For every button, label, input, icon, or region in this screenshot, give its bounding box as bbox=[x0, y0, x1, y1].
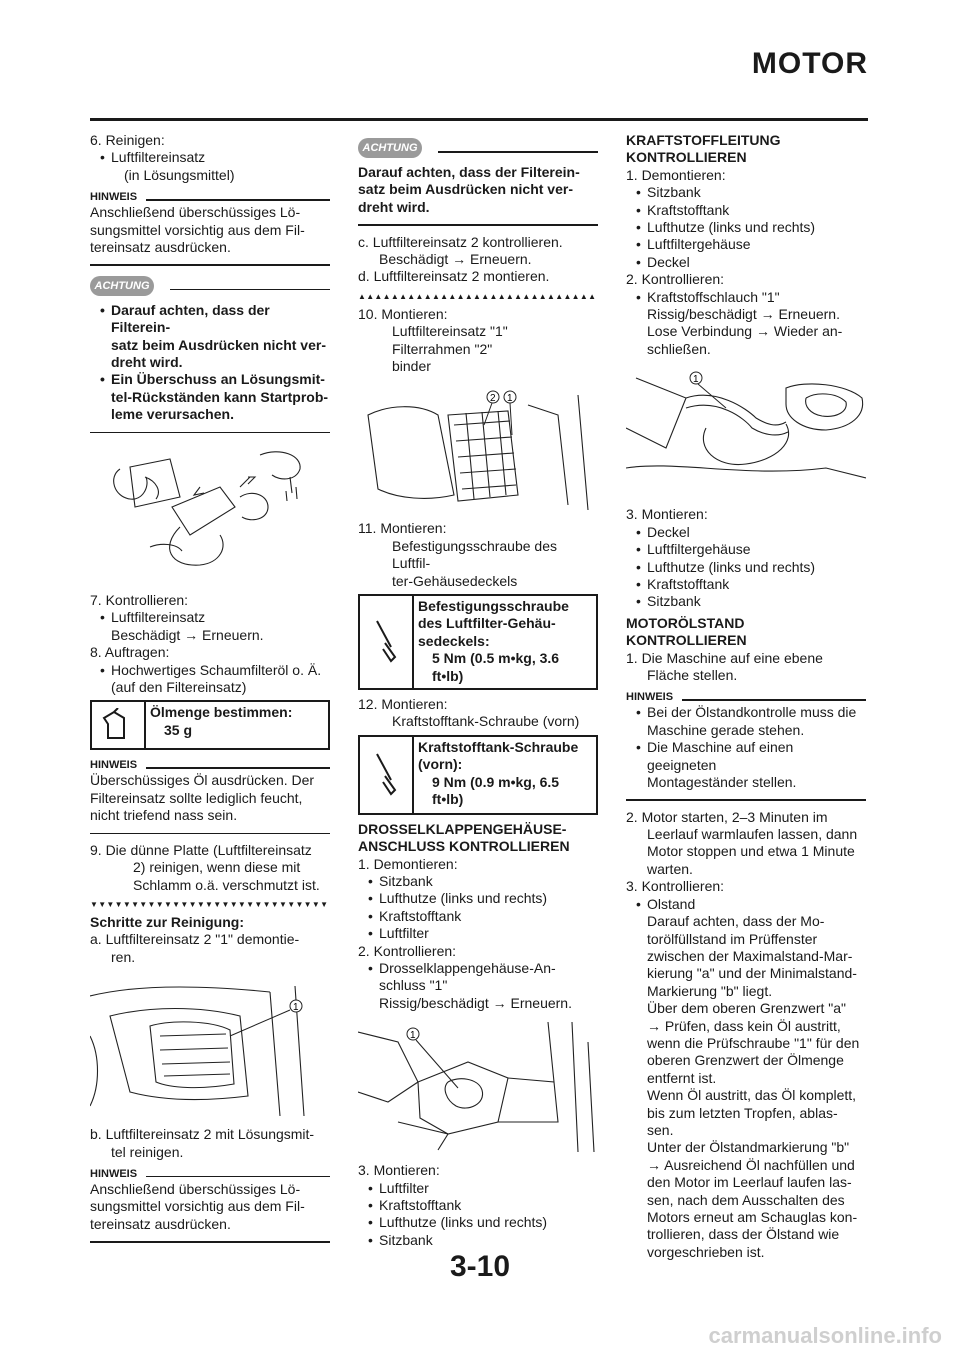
step-3-text: zwischen der Maximalstand-Mar- bbox=[647, 947, 853, 964]
step-c: c. Luftfiltereinsatz 2 kontrollieren. bbox=[358, 233, 563, 250]
step-3-text: Unter der Ölstandmarkierung "b" bbox=[647, 1139, 850, 1156]
step-11-text: ter-Gehäusedeckels bbox=[392, 572, 518, 589]
step-2-text: Rissig/beschädigt → Erneuern. bbox=[647, 306, 840, 323]
page-title: MOTOR bbox=[751, 47, 868, 80]
achtung-bullet: • Ein Überschuss an Lösungsmit- bbox=[90, 371, 330, 388]
step-1-item: • Kraftstofftank bbox=[358, 908, 598, 925]
step-3-item: • Lufthutze (links und rechts) bbox=[626, 559, 866, 576]
step-1-item: • Luftfilter bbox=[358, 925, 598, 942]
step-11-item: Befestigungsschraube des Luftfil- bbox=[392, 537, 557, 572]
step-9-text: Schlamm o.ä. verschmutzt ist. bbox=[133, 876, 320, 893]
achtung-bullet: • Darauf achten, dass der Filterein- bbox=[90, 302, 330, 337]
step-3-item: • Deckel bbox=[626, 524, 866, 541]
step-3-item: • Luftfilter bbox=[358, 1180, 598, 1197]
step-3-text: kierung "a" und der Minimalstand- bbox=[647, 965, 857, 982]
hinweis-text: Maschine gerade stehen. bbox=[647, 721, 805, 738]
achtung-label-1: ACHTUNG bbox=[90, 276, 330, 298]
step-12: 12. Montieren: bbox=[358, 695, 448, 712]
step-8-bullet: • Hochwertiges Schaumfilteröl o. Ä. bbox=[90, 662, 330, 679]
step-9: 9. Die dünne Platte (Luftfiltereinsatz bbox=[90, 841, 312, 858]
step-9-text: 2) reinigen, wenn diese mit bbox=[133, 859, 301, 876]
section-heading: KONTROLLIEREN bbox=[626, 632, 747, 649]
oil-amount-box bbox=[90, 700, 330, 750]
step-1-item: • Lufthutze (links und rechts) bbox=[626, 219, 866, 236]
step-3-text: → Prüfen, dass kein Öl austritt, bbox=[647, 1017, 841, 1034]
hinweis-text: Überschüssiges Öl ausdrücken. Der bbox=[90, 772, 315, 789]
step-3-item: • Lufthutze (links und rechts) bbox=[358, 1214, 598, 1231]
callout-1: 1 bbox=[507, 393, 513, 405]
step-6-bullet: • Luftfiltereinsatz bbox=[90, 149, 330, 166]
page-number: 3-10 bbox=[449, 1250, 511, 1283]
achtung-text: tel-Rückständen kann Startprob- bbox=[111, 388, 329, 405]
callout-1: 1 bbox=[693, 374, 699, 386]
torque-value: ft•lb) bbox=[432, 791, 464, 808]
step-8-note: (auf den Filtereinsatz) bbox=[111, 678, 247, 695]
hinweis-text: Anschließend überschüssiges Lö- bbox=[90, 1181, 301, 1198]
step-3-item: • Kraftstofftank bbox=[626, 576, 866, 593]
section-heading: KRAFTSTOFFLEITUNG bbox=[626, 132, 781, 148]
step-3: 3. Montieren: bbox=[626, 506, 708, 523]
step-3-text: Motors erneut am Schauglas kon- bbox=[647, 1209, 858, 1226]
step-1-item: • Deckel bbox=[626, 254, 866, 271]
torque-label: Kraftstofftank-Schraube bbox=[418, 738, 579, 755]
hinweis-label-3: HINWEIS bbox=[90, 1165, 330, 1181]
hinweis-bullet: • Bei der Ölstandkontrolle muss die bbox=[626, 704, 866, 721]
step-3-text: torölfüllstand im Prüffenster bbox=[647, 930, 818, 947]
step-2-text: schluss "1" bbox=[379, 977, 448, 994]
step-2: 2. Kontrollieren: bbox=[626, 271, 725, 288]
step-11: 11. Montieren: bbox=[358, 520, 447, 537]
step-10: 10. Montieren: bbox=[358, 305, 448, 322]
step-10-item: binder bbox=[392, 357, 431, 374]
hinweis-text: Filtereinsatz sollte lediglich feucht, bbox=[90, 789, 303, 806]
hinweis-label-1: HINWEIS bbox=[90, 188, 330, 204]
divider bbox=[90, 432, 330, 433]
oil-can-icon bbox=[92, 702, 146, 748]
step-1: 1. Die Maschine auf eine ebene bbox=[626, 649, 823, 666]
step-1-item: • Sitzbank bbox=[358, 873, 598, 890]
hinweis-label-4: HINWEIS bbox=[626, 688, 866, 704]
hinweis-text: Anschließend überschüssiges Lö- bbox=[90, 204, 301, 221]
step-3-item: • Kraftstofftank bbox=[358, 1197, 598, 1214]
step-10-item: Filterrahmen "2" bbox=[392, 340, 493, 357]
column-3 bbox=[626, 132, 866, 1261]
step-3-text: → Ausreichend Öl nachfüllen und bbox=[647, 1156, 855, 1173]
figure-filter-frame bbox=[358, 385, 598, 510]
step-2-text: Motor stoppen und etwa 1 Minute bbox=[647, 843, 855, 860]
achtung-text: satz beim Ausdrücken nicht ver- bbox=[111, 336, 326, 353]
step-c-text: Beschädigt → Erneuern. bbox=[379, 250, 532, 267]
step-12-item: Kraftstofftank-Schraube (vorn) bbox=[392, 713, 580, 730]
achtung-text: satz beim Ausdrücken nicht ver- bbox=[358, 181, 573, 198]
callout-1: 1 bbox=[410, 1030, 416, 1042]
step-6-note: (in Lösungsmittel) bbox=[124, 166, 235, 183]
step-8: 8. Auftragen: bbox=[90, 644, 170, 661]
step-1-item: • Kraftstofftank bbox=[626, 202, 866, 219]
step-2-text: Rissig/beschädigt → Erneuern. bbox=[379, 994, 572, 1011]
achtung-text: dreht wird. bbox=[111, 353, 183, 370]
torque-value: 9 Nm (0.9 m•kg, 6.5 bbox=[432, 773, 560, 790]
divider bbox=[90, 264, 330, 265]
step-2: 2. Motor starten, 2–3 Minuten im bbox=[626, 808, 828, 825]
section-heading: MOTORÖLSTAND bbox=[626, 614, 745, 631]
hinweis-bullet: • Die Maschine auf einen geeigneten bbox=[626, 739, 866, 774]
column-2 bbox=[358, 132, 598, 1249]
divider bbox=[90, 833, 330, 834]
step-a-text: ren. bbox=[111, 948, 136, 965]
step-3-text: vorgeschrieben ist. bbox=[647, 1243, 765, 1260]
section-heading: DROSSELKLAPPENGEHÄUSE- bbox=[358, 820, 567, 837]
procedure-start-marker: ▼▼▼▼▼▼▼▼▼▼▼▼▼▼▼▼▼▼▼▼▼▼▼▼▼▼▼▼▼ bbox=[90, 900, 329, 910]
oil-box-label: Ölmenge bestimmen: bbox=[150, 704, 293, 721]
figure-throttle-body bbox=[358, 1022, 598, 1152]
step-3-item: • Olstand bbox=[626, 896, 866, 913]
step-3-text: sen, nach dem Ausschalten des bbox=[647, 1191, 845, 1208]
torque-wrench-icon bbox=[360, 596, 414, 688]
callout-1: 1 bbox=[293, 1002, 299, 1014]
step-3: 3. Montieren: bbox=[358, 1162, 440, 1179]
watermark[interactable]: carmanualsonline.info bbox=[708, 1322, 942, 1348]
hinweis-text: sungsmittel vorsichtig aus dem Fil- bbox=[90, 1198, 305, 1215]
torque-label: sedeckels: bbox=[418, 632, 490, 649]
step-2-text: Leerlauf warmlaufen lassen, dann bbox=[647, 826, 858, 843]
step-10-item: Luftfiltereinsatz "1" bbox=[392, 323, 508, 340]
divider bbox=[358, 224, 598, 225]
step-1-text: Fläche stellen. bbox=[647, 666, 738, 683]
achtung-text: Darauf achten, dass der Filterein- bbox=[358, 164, 580, 180]
step-7: 7. Kontrollieren: bbox=[90, 591, 189, 608]
torque-value: ft•lb) bbox=[432, 667, 464, 684]
figure-fuel-hose bbox=[626, 368, 866, 496]
step-3-text: trollieren, dass der Ölstand wie bbox=[647, 1226, 840, 1243]
divider bbox=[90, 1241, 330, 1242]
callout-2: 2 bbox=[490, 393, 496, 405]
achtung-text: leme verursachen. bbox=[111, 406, 234, 423]
step-1-item: • Sitzbank bbox=[626, 184, 866, 201]
step-2-item: • Kraftstoffschlauch "1" bbox=[626, 289, 866, 306]
step-2-item: • Drosselklappengehäuse-An- bbox=[358, 960, 598, 977]
step-3-item: • Luftfiltergehäuse bbox=[626, 541, 866, 558]
torque-wrench-icon bbox=[360, 737, 414, 813]
torque-box-2 bbox=[358, 735, 598, 815]
step-3-text: Darauf achten, dass der Mo- bbox=[647, 913, 825, 930]
step-3-text: oberen Grenzwert der Ölmenge bbox=[647, 1052, 844, 1069]
torque-box-1 bbox=[358, 594, 598, 690]
oil-box-value: 35 g bbox=[164, 721, 193, 738]
step-3-text: entfernt ist. bbox=[647, 1069, 717, 1086]
step-3-text: Über dem oberen Grenzwert "a" bbox=[647, 1000, 847, 1017]
step-2-text: Lose Verbindung → Wieder an- bbox=[647, 323, 843, 340]
step-b: b. Luftfiltereinsatz 2 mit Lösungsmit- bbox=[90, 1126, 315, 1143]
hinweis-text: tereinsatz ausdrücken. bbox=[90, 1215, 231, 1232]
step-3-text: sen. bbox=[647, 1121, 674, 1138]
step-3-text: Markierung "b" liegt. bbox=[647, 982, 773, 999]
torque-label: (vorn): bbox=[418, 756, 463, 773]
step-3-item: • Sitzbank bbox=[626, 593, 866, 610]
step-1-item: • Luftfiltergehäuse bbox=[626, 236, 866, 253]
step-3: 3. Kontrollieren: bbox=[626, 878, 725, 895]
step-2: 2. Kontrollieren: bbox=[358, 942, 457, 959]
step-d: d. Luftfiltereinsatz 2 montieren. bbox=[358, 268, 550, 285]
figure-air-filter-removal bbox=[90, 976, 330, 1116]
section-heading: ANSCHLUSS KONTROLLIEREN bbox=[358, 838, 570, 855]
step-1-item: • Lufthutze (links und rechts) bbox=[358, 890, 598, 907]
step-7-bullet: • Luftfiltereinsatz bbox=[90, 609, 330, 626]
torque-label: des Luftfilter-Gehäu- bbox=[418, 615, 556, 632]
achtung-label-2: ACHTUNG bbox=[358, 138, 598, 160]
step-b-text: tel reinigen. bbox=[111, 1143, 184, 1160]
step-3-text: Wenn Öl austritt, das Öl komplett, bbox=[647, 1087, 857, 1104]
step-3-item: • Sitzbank bbox=[358, 1232, 598, 1249]
step-3-text: den Motor im Leerlauf laufen las- bbox=[647, 1174, 852, 1191]
torque-label: Befestigungsschraube bbox=[418, 597, 569, 614]
step-2-text: schließen. bbox=[647, 340, 711, 357]
step-6: 6. Reinigen: bbox=[90, 132, 165, 148]
hinweis-text: tereinsatz ausdrücken. bbox=[90, 239, 231, 256]
column-1 bbox=[90, 132, 330, 1251]
step-1: 1. Demontieren: bbox=[358, 855, 458, 872]
hinweis-text: Montageständer stellen. bbox=[647, 773, 797, 790]
divider bbox=[626, 799, 866, 800]
figure-hand-cleaning bbox=[90, 447, 330, 582]
step-3-text: wenn die Prüfschraube "1" für den bbox=[647, 1034, 860, 1051]
torque-value: 5 Nm (0.5 m•kg, 3.6 bbox=[432, 650, 560, 667]
procedure-end-marker: ▲▲▲▲▲▲▲▲▲▲▲▲▲▲▲▲▲▲▲▲▲▲▲▲▲▲▲▲▲ bbox=[358, 291, 597, 301]
section-heading: KONTROLLIEREN bbox=[626, 149, 747, 166]
hinweis-text: nicht triefend nass sein. bbox=[90, 807, 238, 824]
hinweis-label-2: HINWEIS bbox=[90, 756, 330, 772]
achtung-text: dreht wird. bbox=[358, 198, 430, 215]
step-7-note: Beschädigt → Erneuern. bbox=[111, 626, 264, 643]
step-a: a. Luftfiltereinsatz 2 "1" demontie- bbox=[90, 931, 300, 948]
header-rule bbox=[90, 118, 868, 121]
step-1: 1. Demontieren: bbox=[626, 166, 726, 183]
step-3-text: bis zum letzten Tropfen, ablas- bbox=[647, 1104, 838, 1121]
cleaning-steps-heading: Schritte zur Reinigung: bbox=[90, 914, 244, 931]
hinweis-text: sungsmittel vorsichtig aus dem Fil- bbox=[90, 221, 305, 238]
step-2-text: warten. bbox=[647, 860, 693, 877]
